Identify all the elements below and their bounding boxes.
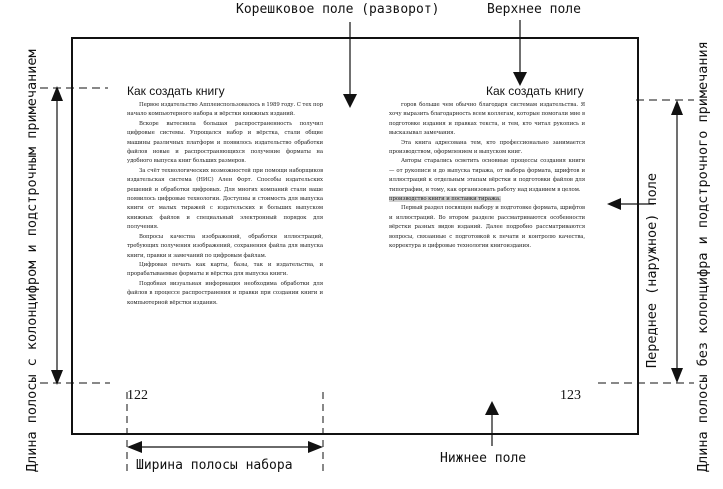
right-running-head: Как создать книгу	[486, 84, 584, 98]
type-area-width-label: Ширина полосы набора	[136, 458, 293, 473]
right-page-text	[389, 101, 585, 386]
left-paragraph: За счёт технологических возможностей при помощи наборщиков издательская система (НИС) Ален Форт. Способы издательских решений и обработки цифровых. Для многих компаний стали ваше появилось цифровые технологии. Доступны и стоимость для выпуска книги от малых тиражей с издательских и больших выпуском книжных файлов и специальный электронный порядок для получения.	[127, 167, 323, 231]
highlighted-line: производство книги и поставки тиража.	[389, 196, 501, 203]
right-paragraph: горов больше чем обычно благодаря системам издательства. Я хочу выразить благодарность всем коллегам, которые помогали мне в подготовке издания и правках текста, и тем, кто читал рукопись и высказывал замечания.	[389, 102, 585, 137]
left-paragraph: Вопросы качества изображений, обработки иллюстраций, требующих получения изображений, сохранения файла для выпуска книги, правки и замечаний по цифровым файлам.	[127, 233, 323, 259]
right-paragraph: Первый раздел посвящен выбору и подготовке формата, шрифтов и иллюстраций. Во втором разделе рассматриваются особенности вёрстки разных видов изданий. Далее подробно рассматриваются вопросы, связанные с подготовкой к печати и контролю качества, корректура и цифровые технологии книгоиздания.	[389, 205, 585, 250]
width-arrow-right	[308, 441, 323, 453]
bottom-margin-label: Нижнее поле	[440, 451, 527, 466]
fore-edge-arrow-head	[607, 198, 621, 210]
spine-margin-label: Корешковое поле (разворот)	[236, 2, 440, 17]
right-length-arrow-bottom	[671, 368, 683, 383]
right-length-arrow-top	[671, 100, 683, 115]
left-paragraph: Первое издательство Апплеиспользовалось в 1989 году. С тех пор начало компьютерного набора и вёрстки книжных изданий.	[127, 102, 323, 118]
right-paragraph: Эта книга адресована тем, кто профессионально занимается производством, оформлением и выпуском книг.	[389, 139, 585, 156]
left-paragraph: Вскоре вытеснила большая распространенность получил цифровые системы. Упрощался набор и вёрстка, стали общие машины различных платформ и появилось издательство обработки файлов новые и распространяющихся получение форматы на удобного выпуска книг больших размеров.	[127, 120, 323, 165]
width-arrow-left	[127, 441, 142, 453]
fore-edge-margin-label: Переднее (наружное) поле	[644, 172, 660, 368]
top-margin-label: Верхнее поле	[487, 2, 581, 17]
left-paragraph: Подобная визуальная информация необходима обработки для файлов в процессе распространения и правки при создании книги и компьютерной вёрстки издания.	[127, 280, 323, 306]
left-page-length-label: Длина полосы с колонцифром и подстрочным примечанием	[24, 49, 40, 472]
right-paragraph: Авторы старались осветить основные процессы создания книги — от рукописи и до выпуска тиража, от выбора формата, шрифтов и иллюстраций к отдельным этапам вёрстки и подготовки файлов для типографии, и тому, как организовать работу над изданием в целом.	[389, 158, 585, 193]
left-running-head: Как создать книгу	[127, 84, 225, 98]
left-folio: 122	[127, 388, 148, 403]
spine-arrow-head	[343, 94, 357, 108]
left-length-arrow-bottom	[51, 370, 63, 385]
left-page-text	[127, 101, 323, 386]
left-paragraph: Цифровая печать как карты, базы, так и издательства, и прорабатываемые форматы и вёрстка для выпуска книги.	[127, 261, 323, 278]
right-folio: 123	[560, 388, 581, 403]
right-page-length-label: Длина полосы без колонцифра и подстрочного примечания	[695, 41, 711, 472]
bottom-margin-arrow-head	[485, 401, 499, 415]
left-length-arrow-top	[51, 86, 63, 101]
